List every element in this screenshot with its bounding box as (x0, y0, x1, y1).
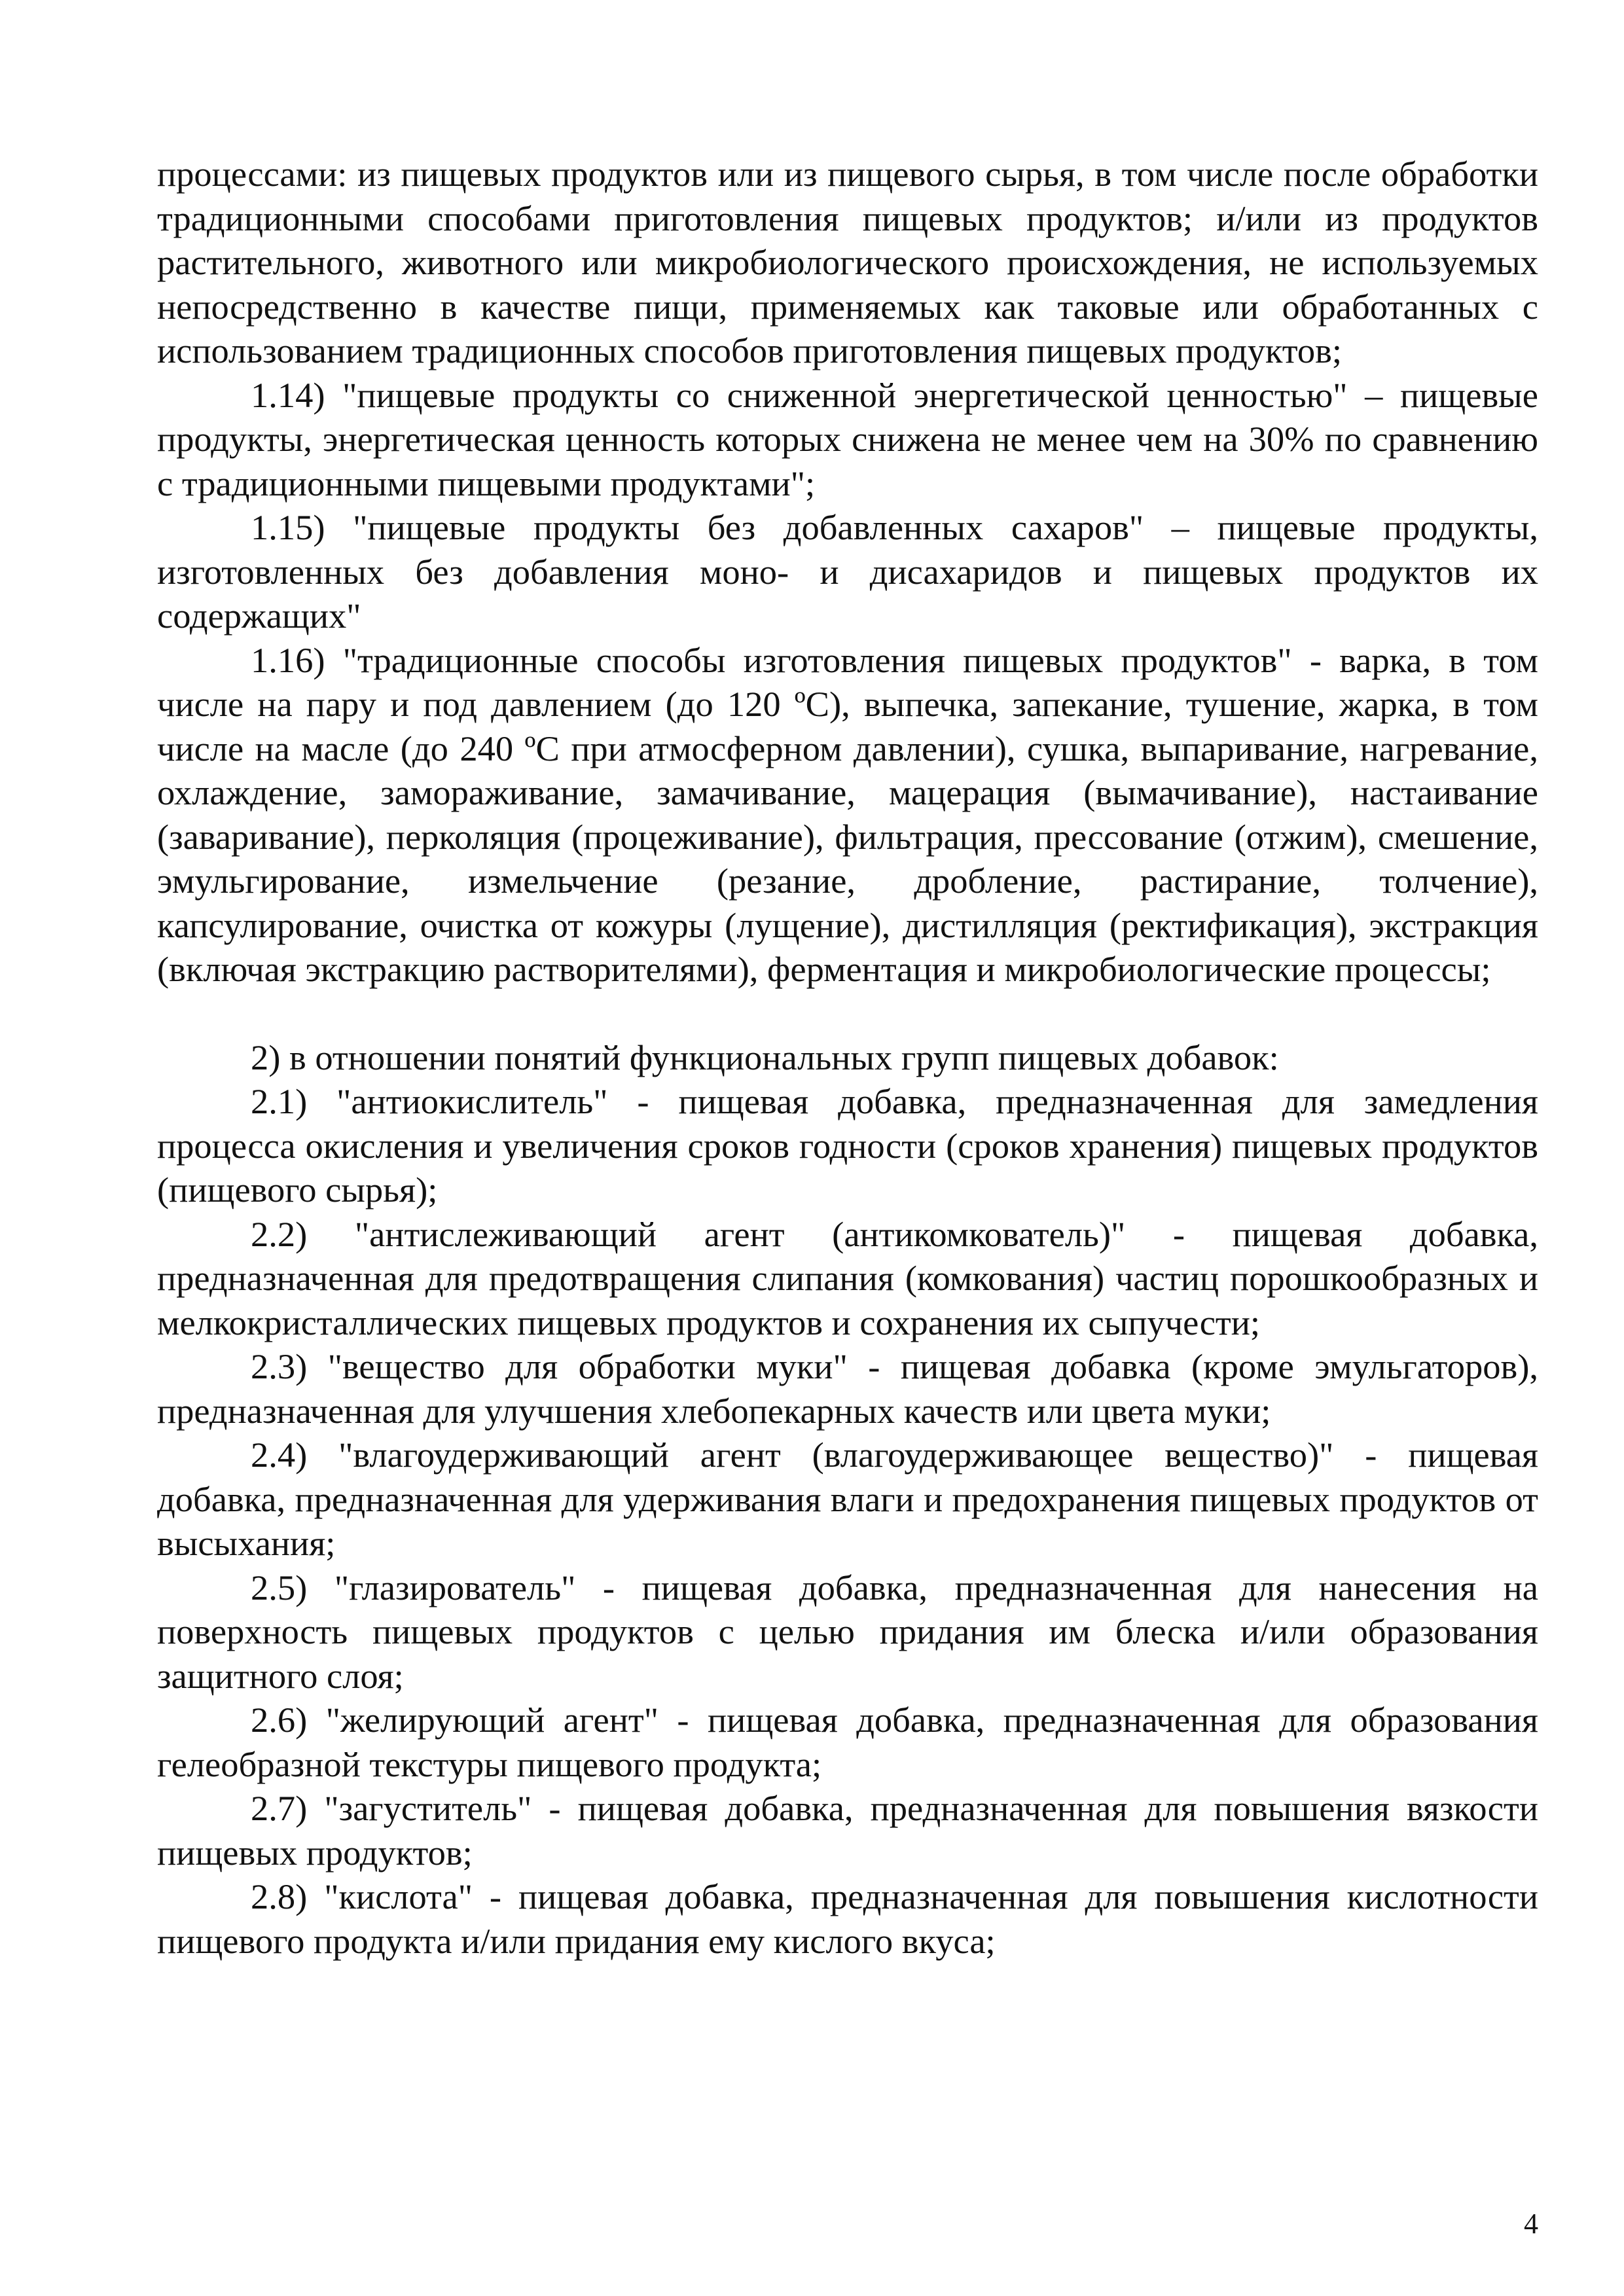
paragraph-1-14: 1.14) "пищевые продукты со сниженной энергетической ценностью" – пищевые продукты, энергетическая ценность которых снижена не менее чем на 30% по сравнению с традиционными пищевыми продуктами"; (157, 374, 1538, 503)
paragraph-2-1: 2.1) "антиокислитель" - пищевая добавка, предназначенная для замедления процесса окисления и увеличения сроков годности (сроков хранения) пищевых продуктов (пищевого сырья); (157, 1081, 1538, 1210)
paragraph-2-heading: 2) в отношении понятий функциональных групп пищевых добавок: (251, 1037, 1279, 1077)
page-number: 4 (1524, 2208, 1538, 2240)
paragraph-2-4: 2.4) "влагоудерживающий агент (влагоудерживающее вещество)" - пищевая добавка, предназначенная для удерживания влаги и предохранения пищевых продуктов от высыхания; (157, 1435, 1538, 1563)
paragraph-2-8: 2.8) "кислота" - пищевая добавка, предназначенная для повышения кислотности пищевого продукта и/или придания ему кислого вкуса; (157, 1876, 1538, 1961)
paragraph-2-6: 2.6) "желирующий агент" - пищевая добавка, предназначенная для образования гелеобразной текстуры пищевого продукта; (157, 1700, 1538, 1784)
paragraph-continued: процессами: из пищевых продуктов или из пищевого сырья, в том числе после обработки традиционными способами приготовления пищевых продуктов; и/или из продуктов растительного, животного или микробиологического происхождения, не используемых непосредственно в качестве пищи, применяемых как таковые или обработанных с использованием традиционных способов приготовления пищевых продуктов; (157, 154, 1538, 370)
paragraph-1-15: 1.15) "пищевые продукты без добавленных сахаров" – пищевые продукты, изготовленных без добавления моно- и дисахаридов и пищевых продуктов их содержащих" (157, 507, 1538, 636)
paragraph-2-5: 2.5) "глазирователь" - пищевая добавка, предназначенная для нанесения на поверхность пищевых продуктов с целью придания им блеска и/или образования защитного слоя; (157, 1567, 1538, 1696)
paragraph-gap (157, 992, 1538, 1035)
paragraph-1-16: 1.16) "традиционные способы изготовления пищевых продуктов" - варка, в том числе на пару и под давлением (до 120 ºС), выпечка, запекание, тушение, жарка, в том числе на масле (до 240 ºС при атмосферном давлении), сушка, выпаривание, нагревание, охлаждение, замораживание, замачивание, мацерация (вымачивание), настаивание (заваривание), перколяция (процеживание), фильтрация, прессование (отжим), смешение, эмульгирование, измельчение (резание, дробление, растирание, толчение), капсулирование, очистка от кожуры (лущение), дистилляция (ректификация), экстракция (включая экстракцию растворителями), ферментация и микробиологические процессы; (157, 639, 1538, 989)
paragraph-2-7: 2.7) "загуститель" - пищевая добавка, предназначенная для повышения вязкости пищевых продуктов; (157, 1788, 1538, 1873)
paragraph-2-2: 2.2) "антислеживающий агент (антикомкователь)" - пищевая добавка, предназначенная для предотвращения слипания (комкования) частиц порошкообразных и мелкокристаллических пищевых продуктов и сохранения их сыпучести; (157, 1213, 1538, 1342)
document-page (157, 152, 1538, 1963)
paragraph-2-3: 2.3) "вещество для обработки муки" - пищевая добавка (кроме эмульгаторов), предназначенная для улучшения хлебопекарных качеств или цвета муки; (157, 1346, 1538, 1431)
